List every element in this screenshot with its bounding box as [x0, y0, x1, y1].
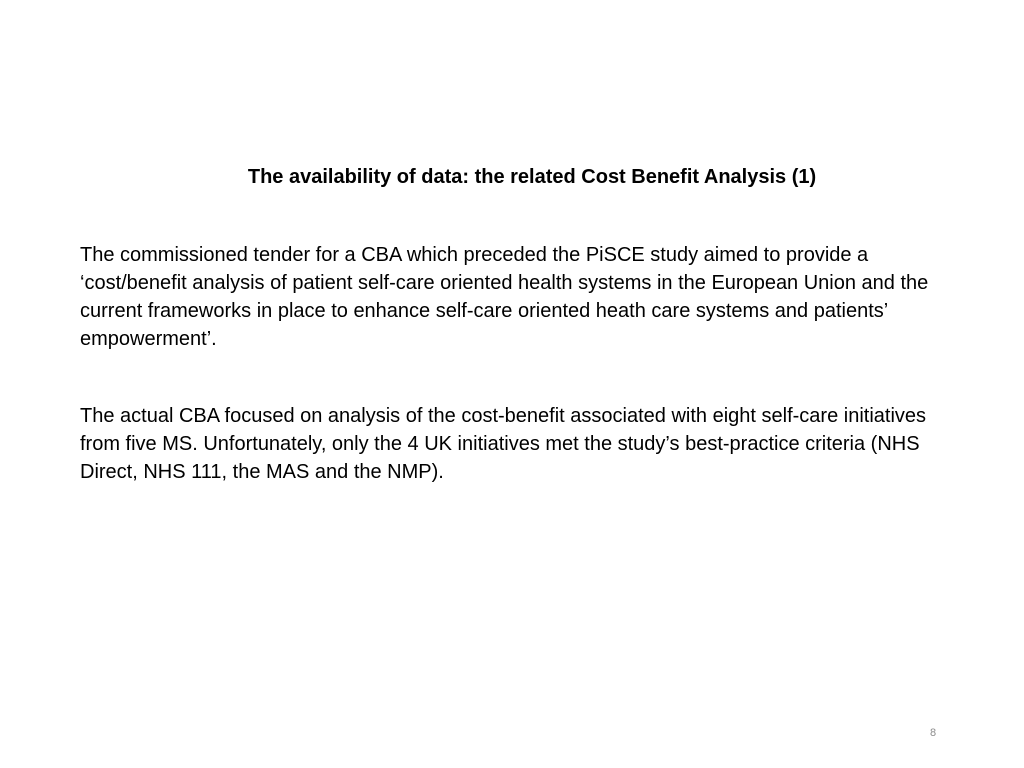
- slide-number: 8: [930, 727, 937, 739]
- slide-title: The availability of data: the related Cost Benefit Analysis (1): [247, 166, 817, 188]
- body-paragraph: The actual CBA focused on analysis of the cost-benefit associated with eight self-care initiatives from five MS. Unfortunately, only the 4 UK initiatives met the study’s best-practice criteria (NHS Direct, NHS 111, the MAS and the NMP).: [80, 405, 927, 483]
- body-paragraph: The commissioned tender for a CBA which preceded the PiSCE study aimed to provide a ‘cost/benefit analysis of patient self-care oriented health systems in the European Union and the current frameworks in place to enhance self-care oriented heath care systems and patients’ empowerment’.: [80, 244, 929, 350]
